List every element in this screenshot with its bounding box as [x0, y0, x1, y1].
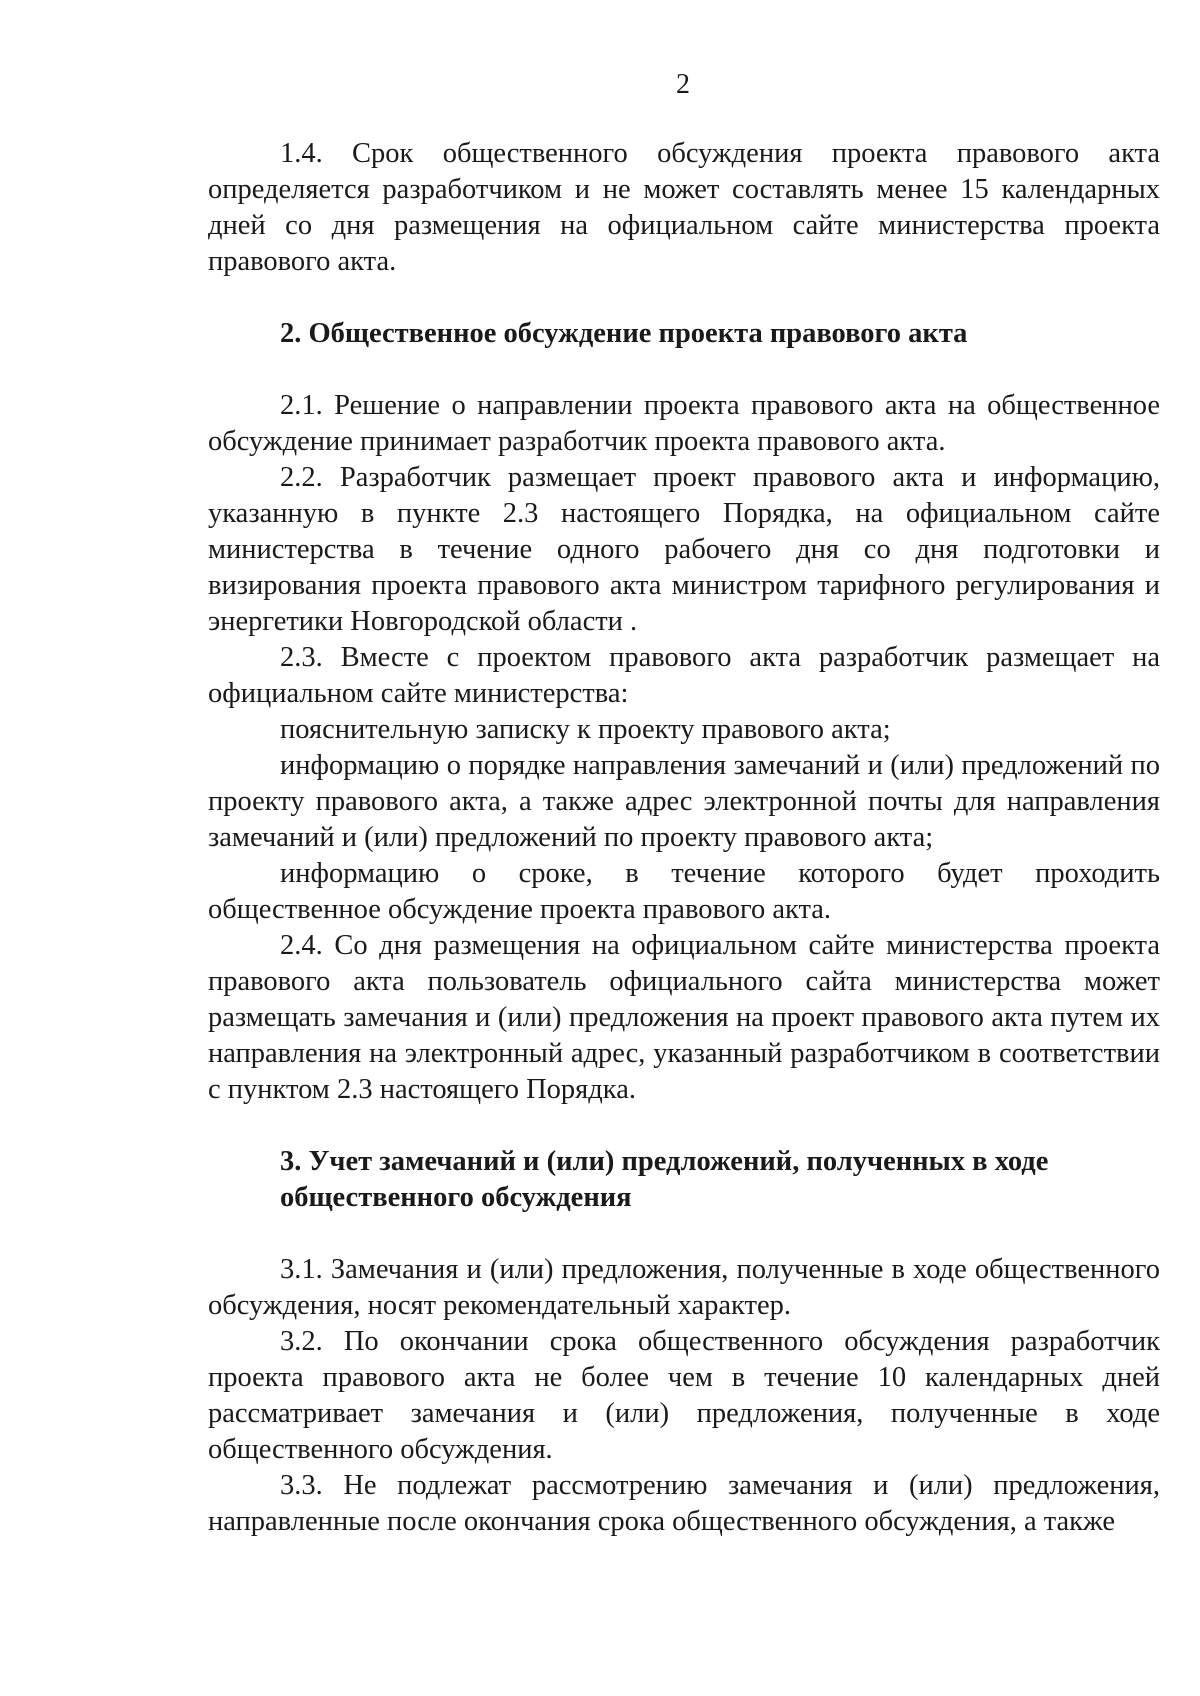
paragraph-3-1: 3.1. Замечания и (или) предложения, полученные в ходе общественного обсуждения, носят рекомендательный характер. [208, 1254, 1160, 1321]
document-body [208, 136, 1160, 1540]
paragraph-2-3-item-3: информацию о сроке, в течение которого будет проходить общественное обсуждение проекта правового акта. [208, 858, 1160, 925]
paragraph-1-4: 1.4. Срок общественного обсуждения проекта правового акта определяется разработчиком и не может составлять менее 15 календарных дней со дня размещения на официальном сайте министерства проекта правового акта. [208, 138, 1160, 277]
section-3-heading [208, 1144, 1160, 1216]
paragraph-2-1: 2.1. Решение о направлении проекта правового акта на общественное обсуждение принимает разработчик проекта правового акта. [208, 390, 1160, 457]
paragraph-2-3: 2.3. Вместе с проектом правового акта разработчик размещает на официальном сайте министерства: [208, 642, 1160, 709]
section-3-heading-line-1: 3. Учет замечаний и (или) предложений, полученных в ходе [280, 1146, 1049, 1177]
page-number: 2 [676, 69, 690, 100]
section-3-heading-line-2: общественного обсуждения [280, 1182, 632, 1213]
paragraph-2-4: 2.4. Со дня размещения на официальном сайте министерства проекта правового акта пользователь официального сайта министерства может размещать замечания и (или) предложения на проект правового акта путем их направления на электронный адрес, указанный разработчиком в соответствии с пунктом 2.3 настоящего Порядка. [208, 930, 1160, 1105]
paragraph-3-2: 3.2. По окончании срока общественного обсуждения разработчик проекта правового акта не более чем в течение 10 календарных дней рассматривает замечания и (или) предложения, полученные в ходе общественного обсуждения. [208, 1326, 1160, 1465]
paragraph-2-3-item-1: пояснительную записку к проекту правового акта; [280, 714, 891, 745]
paragraph-3-3: 3.3. Не подлежат рассмотрению замечания и (или) предложения, направленные после окончания срока общественного обсуждения, а также [208, 1470, 1160, 1537]
section-2-heading: 2. Общественное обсуждение проекта правового акта [280, 318, 968, 349]
paragraph-2-3-item-2: информацию о порядке направления замечаний и (или) предложений по проекту правового акта, а также адрес электронной почты для направления замечаний и (или) предложений по проекту правового акта; [208, 750, 1160, 853]
paragraph-2-2: 2.2. Разработчик размещает проект правового акта и информацию, указанную в пункте 2.3 настоящего Порядка, на официальном сайте министерства в течение одного рабочего дня со дня подготовки и визирования проекта правового акта министром тарифного регулирования и энергетики Новгородской области . [208, 462, 1160, 637]
